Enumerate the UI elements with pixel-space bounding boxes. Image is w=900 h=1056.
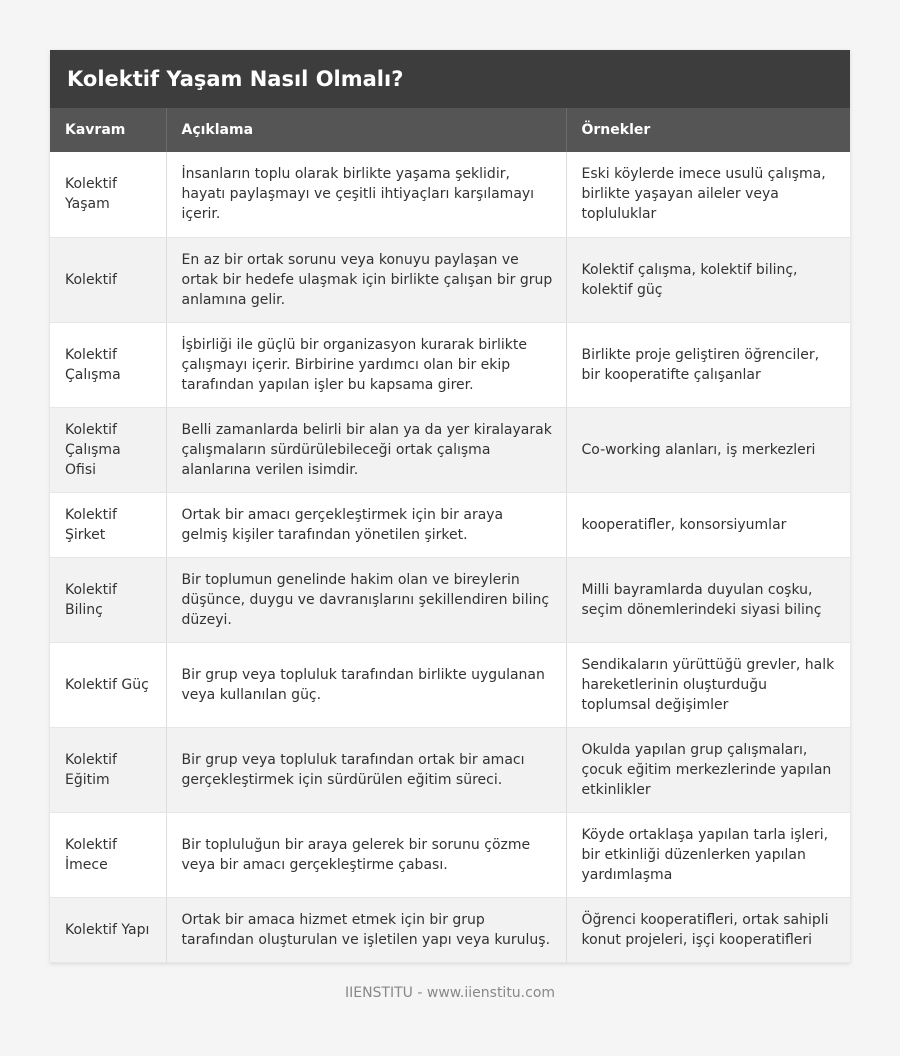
table-title: Kolektif Yaşam Nasıl Olmalı? <box>50 50 850 108</box>
cell-kavram: Kolektif Çalışma <box>50 322 166 407</box>
cell-kavram: Kolektif Güç <box>50 642 166 727</box>
cell-aciklama: En az bir ortak sorunu veya konuyu paylaşan ve ortak bir hedefe ulaşmak için birlikte çalışan bir grup anlamına gelir. <box>166 237 566 322</box>
header-ornekler: Örnekler <box>566 108 850 152</box>
cell-ornekler: Eski köylerde imece usulü çalışma, birlikte yaşayan aileler veya topluluklar <box>566 152 850 237</box>
cell-kavram: Kolektif Yapı <box>50 897 166 962</box>
cell-ornekler: Co-working alanları, iş merkezleri <box>566 407 850 492</box>
cell-kavram: Kolektif Çalışma Ofisi <box>50 407 166 492</box>
cell-ornekler: Sendikaların yürüttüğü grevler, halk hareketlerinin oluşturduğu toplumsal değişimler <box>566 642 850 727</box>
cell-ornekler: Kolektif çalışma, kolektif bilinç, kolektif güç <box>566 237 850 322</box>
cell-aciklama: Ortak bir amacı gerçekleştirmek için bir araya gelmiş kişiler tarafından yönetilen şirket. <box>166 492 566 557</box>
cell-aciklama: Belli zamanlarda belirli bir alan ya da yer kiralayarak çalışmaların sürdürülebileceği ortak çalışma alanlarına verilen isimdir. <box>166 407 566 492</box>
cell-aciklama: Bir grup veya topluluk tarafından ortak bir amacı gerçekleştirmek için sürdürülen eğitim süreci. <box>166 727 566 812</box>
table-row <box>50 492 850 557</box>
cell-aciklama: Bir grup veya topluluk tarafından birlikte uygulanan veya kullanılan güç. <box>166 642 566 727</box>
cell-aciklama: Bir toplumun genelinde hakim olan ve bireylerin düşünce, duygu ve davranışlarını şekillendiren bilinç düzeyi. <box>166 557 566 642</box>
cell-kavram: Kolektif <box>50 237 166 322</box>
cell-aciklama: İnsanların toplu olarak birlikte yaşama şeklidir, hayatı paylaşmayı ve çeşitli ihtiyaçları karşılamayı içerir. <box>166 152 566 237</box>
cell-kavram: Kolektif Şirket <box>50 492 166 557</box>
cell-ornekler: Milli bayramlarda duyulan coşku, seçim dönemlerindeki siyasi bilinç <box>566 557 850 642</box>
cell-ornekler: Öğrenci kooperatifleri, ortak sahipli konut projeleri, işçi kooperatifleri <box>566 897 850 962</box>
cell-kavram: Kolektif İmece <box>50 812 166 897</box>
cell-kavram: Kolektif Yaşam <box>50 152 166 237</box>
cell-ornekler: Birlikte proje geliştiren öğrenciler, bir kooperatifte çalışanlar <box>566 322 850 407</box>
cell-aciklama: Bir topluluğun bir araya gelerek bir sorunu çözme veya bir amacı gerçekleştirme çabası. <box>166 812 566 897</box>
cell-ornekler: kooperatifler, konsorsiyumlar <box>566 492 850 557</box>
table-row <box>50 557 850 642</box>
table-row <box>50 642 850 727</box>
cell-ornekler: Köyde ortaklaşa yapılan tarla işleri, bir etkinliği düzenlerken yapılan yardımlaşma <box>566 812 850 897</box>
concepts-table <box>50 108 850 963</box>
table-row <box>50 812 850 897</box>
table-row <box>50 407 850 492</box>
table-row <box>50 237 850 322</box>
table-row <box>50 727 850 812</box>
footer-credit: IIENSTITU - www.iienstitu.com <box>344 985 556 1001</box>
table-card <box>50 50 850 963</box>
cell-aciklama: Ortak bir amaca hizmet etmek için bir grup tarafından oluşturulan ve işletilen yapı veya kuruluş. <box>166 897 566 962</box>
table-row <box>50 152 850 237</box>
header-row <box>50 108 850 152</box>
table-row <box>50 897 850 962</box>
cell-kavram: Kolektif Bilinç <box>50 557 166 642</box>
cell-ornekler: Okulda yapılan grup çalışmaları, çocuk eğitim merkezlerinde yapılan etkinlikler <box>566 727 850 812</box>
cell-aciklama: İşbirliği ile güçlü bir organizasyon kurarak birlikte çalışmayı içerir. Birbirine yardımcı olan bir ekip tarafından yapılan işler bu kapsama girer. <box>166 322 566 407</box>
cell-kavram: Kolektif Eğitim <box>50 727 166 812</box>
header-kavram: Kavram <box>50 108 166 152</box>
table-row <box>50 322 850 407</box>
header-aciklama: Açıklama <box>166 108 566 152</box>
